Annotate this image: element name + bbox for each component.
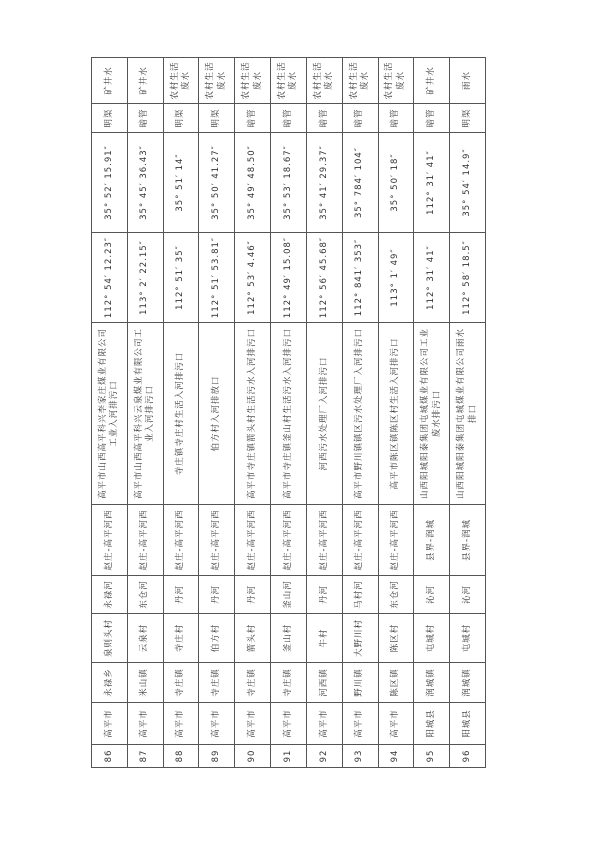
town-cell: 润城镇: [450, 663, 486, 703]
town-cell: 河西镇: [306, 663, 342, 703]
row-number: 95: [414, 745, 450, 768]
latitude-cell: 112° 31′ 41″: [414, 133, 450, 233]
table-row: [92, 58, 128, 768]
longitude-cell: 112° 58′ 18.5″: [450, 233, 486, 323]
city-cell: 高平市: [235, 703, 271, 745]
city-cell: 阳城县: [450, 703, 486, 745]
section-cell: 县界-润城: [450, 505, 486, 576]
water-type-cell: 农村生活废水: [306, 58, 342, 104]
row-number: 94: [378, 745, 414, 768]
channel-type-cell: 暗管: [271, 104, 307, 133]
water-type-cell: 农村生活废水: [199, 58, 235, 104]
river-cell: 丹河: [199, 576, 235, 614]
river-cell: 沁河: [414, 576, 450, 614]
village-cell: 屯城村: [414, 614, 450, 663]
town-cell: 陈区镇: [378, 663, 414, 703]
city-cell: 高平市: [127, 703, 163, 745]
latitude-cell: 35° 41′ 29.37″: [306, 133, 342, 233]
latitude-cell: 35° 53′ 18.67″: [271, 133, 307, 233]
longitude-cell: 112° 51′ 35″: [163, 233, 199, 323]
river-cell: 马村河: [342, 576, 378, 614]
outlet-name-cell: 高平市山西高平科兴李家庄煤业有限公司工业入河排污口: [92, 323, 128, 505]
village-cell: 箭头村: [235, 614, 271, 663]
row-number: 88: [163, 745, 199, 768]
latitude-cell: 35° 54′ 14.9″: [450, 133, 486, 233]
outlet-name-cell: 高平市陈区镇陈区村生活入河排污口: [378, 323, 414, 505]
section-cell: 赵庄-高平河西: [163, 505, 199, 576]
town-cell: 寺庄镇: [235, 663, 271, 703]
section-cell: 赵庄-高平河西: [92, 505, 128, 576]
outlet-name-cell: 高平市寺庄镇箭头村生活污水入河排污口: [235, 323, 271, 505]
village-cell: 陈区村: [378, 614, 414, 663]
village-cell: 釜山村: [271, 614, 307, 663]
section-cell: 赵庄-高平河西: [378, 505, 414, 576]
channel-type-cell: 明渠: [92, 104, 128, 133]
latitude-cell: 35° 49′ 48.50″: [235, 133, 271, 233]
longitude-cell: 112° 56′ 45.68″: [306, 233, 342, 323]
latitude-cell: 35° 784′ 104″: [342, 133, 378, 233]
river-cell: 丹河: [163, 576, 199, 614]
longitude-cell: 112° 49′ 15.08″: [271, 233, 307, 323]
outlet-name-cell: 高平市寺庄镇釜山村生活污水入河排污口: [271, 323, 307, 505]
section-cell: 县界-润城: [414, 505, 450, 576]
town-cell: 寺庄镇: [271, 663, 307, 703]
section-cell: 赵庄-高平河西: [199, 505, 235, 576]
row-number: 91: [271, 745, 307, 768]
row-number: 92: [306, 745, 342, 768]
village-cell: 屯城村: [450, 614, 486, 663]
channel-type-cell: 暗管: [235, 104, 271, 133]
water-type-cell: 雨水: [450, 58, 486, 104]
river-cell: 釜山河: [271, 576, 307, 614]
village-cell: 云泉村: [127, 614, 163, 663]
town-cell: 米山镇: [127, 663, 163, 703]
river-cell: 沁河: [450, 576, 486, 614]
row-number: 87: [127, 745, 163, 768]
longitude-cell: 113° 1′ 49″: [378, 233, 414, 323]
longitude-cell: 112° 841′ 353″: [342, 233, 378, 323]
latitude-cell: 35° 50′ 18″: [378, 133, 414, 233]
rotated-table-page: [91, 58, 486, 768]
channel-type-cell: 暗管: [378, 104, 414, 133]
channel-type-cell: 明渠: [199, 104, 235, 133]
longitude-cell: 112° 53′ 4.46″: [235, 233, 271, 323]
channel-type-cell: 明渠: [450, 104, 486, 133]
outlet-name-cell: 寺庄镇寺庄村生活入河排污口: [163, 323, 199, 505]
row-number: 86: [92, 745, 128, 768]
river-cell: 丹河: [235, 576, 271, 614]
outlet-name-cell: 高平市野川镇镇区污水处理厂入河排污口: [342, 323, 378, 505]
table-row: [450, 58, 486, 768]
table-row: [378, 58, 414, 768]
channel-type-cell: 暗管: [306, 104, 342, 133]
outlet-name-cell: 山西阳城阳泰集团屯城煤业有限公司工业废水排污口: [414, 323, 450, 505]
city-cell: 阳城县: [414, 703, 450, 745]
table-row: [414, 58, 450, 768]
outlet-name-cell: 伯方村入河排放口: [199, 323, 235, 505]
latitude-cell: 35° 45′ 36.43″: [127, 133, 163, 233]
outlet-name-cell: 河西污水处理厂入河排污口: [306, 323, 342, 505]
latitude-cell: 35° 51′ 14″: [163, 133, 199, 233]
water-type-cell: 矿井水: [92, 58, 128, 104]
water-type-cell: 农村生活废水: [163, 58, 199, 104]
town-cell: 寺庄镇: [199, 663, 235, 703]
water-type-cell: 农村生活废水: [271, 58, 307, 104]
river-cell: 永禄河: [92, 576, 128, 614]
water-type-cell: 矿井水: [127, 58, 163, 104]
table-row: [306, 58, 342, 768]
river-cell: 东仓河: [127, 576, 163, 614]
river-cell: 东仓河: [378, 576, 414, 614]
row-number: 96: [450, 745, 486, 768]
latitude-cell: 35° 50′ 41.27″: [199, 133, 235, 233]
village-cell: 大野川村: [342, 614, 378, 663]
longitude-cell: 113° 2′ 22.15″: [127, 233, 163, 323]
section-cell: 赵庄-高平河西: [306, 505, 342, 576]
row-number: 93: [342, 745, 378, 768]
longitude-cell: 112° 54′ 12.23″: [92, 233, 128, 323]
table-row: [127, 58, 163, 768]
village-cell: 伯方村: [199, 614, 235, 663]
city-cell: 高平市: [378, 703, 414, 745]
channel-type-cell: 明渠: [163, 104, 199, 133]
row-number: 90: [235, 745, 271, 768]
section-cell: 赵庄-高平河西: [127, 505, 163, 576]
longitude-cell: 112° 51′ 53.81″: [199, 233, 235, 323]
city-cell: 高平市: [342, 703, 378, 745]
section-cell: 赵庄-高平河西: [342, 505, 378, 576]
table-row: [235, 58, 271, 768]
city-cell: 高平市: [163, 703, 199, 745]
outfall-table: [91, 57, 486, 768]
table-row: [199, 58, 235, 768]
city-cell: 高平市: [306, 703, 342, 745]
water-type-cell: 农村生活废水: [378, 58, 414, 104]
channel-type-cell: 暗管: [414, 104, 450, 133]
row-number: 89: [199, 745, 235, 768]
water-type-cell: 矿井水: [414, 58, 450, 104]
city-cell: 高平市: [92, 703, 128, 745]
table-row: [163, 58, 199, 768]
outlet-name-cell: 高平市山西高平科兴云泉煤业有限公司工业入河排污口: [127, 323, 163, 505]
table-row: [342, 58, 378, 768]
latitude-cell: 35° 52′ 15.91″: [92, 133, 128, 233]
town-cell: 寺庄镇: [163, 663, 199, 703]
town-cell: 野川镇: [342, 663, 378, 703]
village-cell: 寺庄村: [163, 614, 199, 663]
water-type-cell: 农村生活废水: [342, 58, 378, 104]
water-type-cell: 农村生活废水: [235, 58, 271, 104]
village-cell: 牛村: [306, 614, 342, 663]
town-cell: 润城镇: [414, 663, 450, 703]
outlet-name-cell: 山西阳城阳泰集团屯城煤业有限公司雨水排口: [450, 323, 486, 505]
channel-type-cell: 暗管: [127, 104, 163, 133]
channel-type-cell: 暗管: [342, 104, 378, 133]
village-cell: 泉则头村: [92, 614, 128, 663]
section-cell: 赵庄-高平河西: [235, 505, 271, 576]
city-cell: 高平市: [271, 703, 307, 745]
river-cell: 丹河: [306, 576, 342, 614]
city-cell: 高平市: [199, 703, 235, 745]
town-cell: 永禄乡: [92, 663, 128, 703]
section-cell: 赵庄-高平河西: [271, 505, 307, 576]
table-row: [271, 58, 307, 768]
longitude-cell: 112° 31′ 41″: [414, 233, 450, 323]
